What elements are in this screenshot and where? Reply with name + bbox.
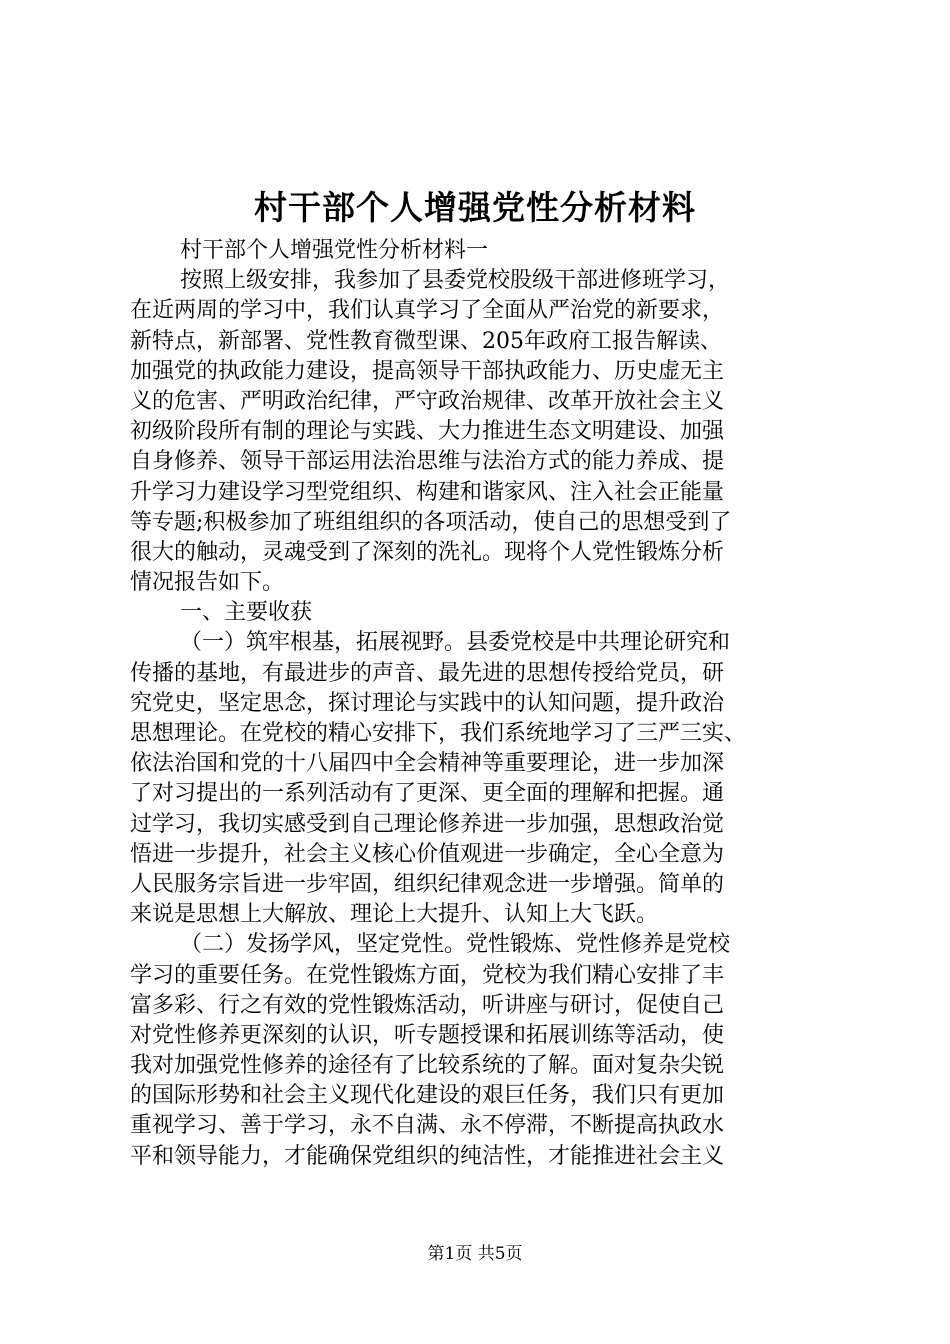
- paragraph-line: 等专题;积极参加了班组组织的各项活动，使自己的思想受到了: [130, 509, 732, 535]
- paragraph-line: 来说是思想上大解放、理论上大提升、认知上大飞跃。: [130, 902, 659, 928]
- paragraph-line: 过学习，我切实感受到自己理论修养进一步加强，思想政治觉: [130, 811, 725, 837]
- paragraph-line: 依法治国和党的十八届四中全会精神等重要理论，进一步加深: [130, 751, 725, 777]
- paragraph-line: 了对习提出的一系列活动有了更深、更全面的理解和把握。通: [130, 781, 725, 807]
- paragraph-line: 在近两周的学习中，我们认真学习了全面从严治党的新要求，: [130, 298, 725, 324]
- paragraph-line: 情况报告如下。: [130, 570, 285, 596]
- subtitle-line: 村干部个人增强党性分析材料一: [180, 238, 489, 263]
- document-title: 村干部个人增强党性分析材料: [254, 188, 696, 227]
- paragraph-line: 平和领导能力，才能确保党组织的纯洁性，才能推进社会主义: [130, 1143, 725, 1169]
- paragraph-line: 我对加强党性修养的途径有了比较系统的了解。面对复杂尖锐: [130, 1053, 725, 1079]
- paragraph-line: 新特点，新部署、党性教育微型课、205年政府工报告解读、: [130, 328, 722, 354]
- paragraph-line: 自身修养、领导干部运用法治思维与法治方式的能力养成、提: [130, 449, 725, 475]
- section-heading: 一、主要收获: [180, 600, 313, 626]
- paragraph-line: 传播的基地，有最进步的声音、最先进的思想传授给党员，研: [130, 660, 725, 686]
- paragraph-line: 升学习力建设学习型党组织、构建和谐家风、注入社会正能量: [130, 479, 725, 505]
- paragraph-line: 学习的重要任务。在党性锻炼方面，党校为我们精心安排了丰: [130, 962, 725, 988]
- paragraph-line: 重视学习、善于学习，永不自满、永不停滞，不断提高执政水: [130, 1113, 725, 1139]
- paragraph-line: 很大的触动，灵魂受到了深刻的洗礼。现将个人党性锻炼分析: [130, 539, 725, 565]
- paragraph-line: （一）筑牢根基，拓展视野。县委党校是中共理论研究和: [180, 630, 731, 656]
- paragraph-line: 义的危害、严明政治纪律，严守政治规律、改革开放社会主义: [130, 388, 725, 414]
- paragraph-line: 的国际形势和社会主义现代化建设的艰巨任务，我们只有更加: [130, 1083, 725, 1109]
- paragraph-line: 加强党的执政能力建设，提高领导干部执政能力、历史虚无主: [130, 358, 725, 384]
- paragraph-line: 究党史，坚定思念，探讨理论与实践中的认知问题，提升政治: [130, 690, 725, 716]
- page-number-footer: 第1页 共5页: [427, 1244, 523, 1264]
- document-body: [130, 236, 842, 1172]
- paragraph-line: 人民服务宗旨进一步牢固，组织纪律观念进一步增强。简单的: [130, 871, 725, 897]
- paragraph-line: 按照上级安排，我参加了县委党校股级干部进修班学习，: [180, 268, 731, 294]
- paragraph-line: 富多彩、行之有效的党性锻炼活动，听讲座与研讨，促使自己: [130, 992, 725, 1018]
- paragraph-line: 思想理论。在党校的精心安排下，我们系统地学习了三严三实、: [130, 721, 747, 746]
- paragraph-line: 悟进一步提升，社会主义核心价值观进一步确定，全心全意为: [130, 841, 725, 867]
- paragraph-line: 初级阶段所有制的理论与实践、大力推进生态文明建设、加强: [130, 419, 725, 445]
- paragraph-line: 对党性修养更深刻的认识，听专题授课和拓展训练等活动，使: [130, 1022, 725, 1048]
- paragraph-line: （二）发扬学风，坚定党性。党性锻炼、党性修养是党校: [180, 932, 731, 958]
